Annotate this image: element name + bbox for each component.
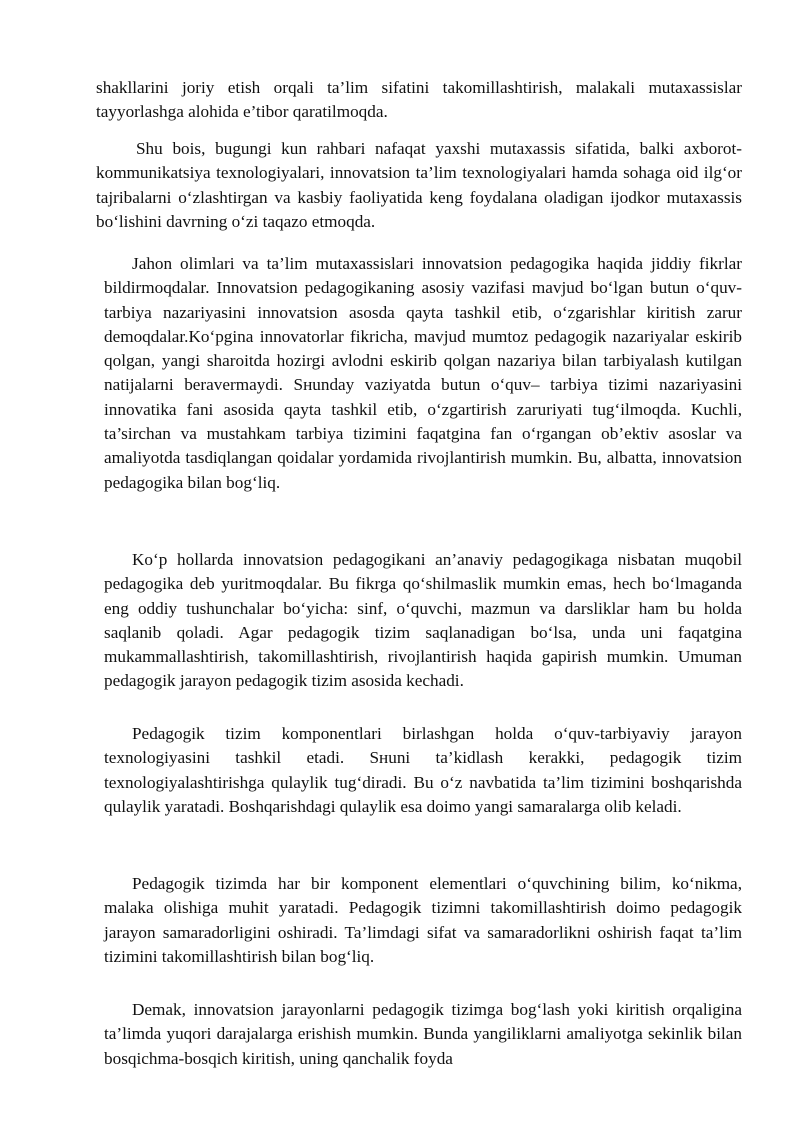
paragraph-1: shakllarini joriy etish orqali ta’lim sifatini takomillashtirish, malakali mutaxassislar tayyorlashga alohida e’tibor qaratilmoqda.	[96, 78, 742, 122]
paragraph-6: Pedagogik tizimda har bir komponent elementlari o‘quvchining bilim, ko‘nikma, malaka olishiga muhit yaratadi. Pedagogik tizimni takomillashtirish doimo pedagogik jarayon samaradorligini oshiradi. Ta’limdagi sifat va samaradorlikni oshirish faqat ta’lim tizimini takomillashtirish bilan bog‘liq.	[104, 874, 742, 966]
paragraph-7: Demak, innovatsion jarayonlarni pedagogik tizimga bog‘lash yoki kiritish orqaligina ta’limda yuqori darajalarga erishish mumkin. Bunda yangiliklarni amaliyotga sekinlik bilan bosqichma-bosqich kiritish, uning qanchalik foyda	[104, 1000, 742, 1068]
paragraph-2: Shu bois, bugungi kun rahbari nafaqat yaxshi mutaxassis sifatida, balki axborot-kommunikatsiya texnologiyalari, innovatsion ta’lim texnologiyalari hamda sohaga oid ilg‘or tajribalarni o‘zlashtirgan va kasbiy faoliyatida keng foydalana oladigan ijodkor mutaxassis bo‘lishini davrning o‘zi taqazo etmoqda.	[96, 139, 742, 231]
paragraph-5: Pedagogik tizim komponentlari birlashgan holda o‘quv-tarbiyaviy jarayon texnologiyasini tashkil etadi. Sнuni ta’kidlash kerakki, pedagogik tizim texnologiyalashtirishga qulaylik tug‘diradi. Bu o‘z navbatida ta’lim tizimini boshqarishda qulaylik yaratadi. Boshqarishdagi qulaylik esa doimo yangi samaralarga olib keladi.	[104, 724, 742, 816]
paragraph-4: Ko‘p hollarda innovatsion pedagogikani an’anaviy pedagogikaga nisbatan muqobil pedagogika deb yuritmoqdalar. Bu fikrga qo‘shilmaslik mumkin emas, hech bo‘lmaganda eng oddiy tushunchalar bo‘yicha: sinf, o‘quvchi, mazmun va darsliklar ham bu holda saqlanib qoladi. Agar pedagogik tizim saqlanadigan bo‘lsa, unda uni faqatgina mukammallashtirish, takomillashtirish, rivojlantirish haqida gapirish mumkin. Umuman pedagogik jarayon pedagogik tizim asosida kechadi.	[104, 550, 742, 691]
paragraph-3: Jahon olimlari va ta’lim mutaxassislari innovatsion pedagogika haqida jiddiy fikrlar bildirmoqdalar. Innovatsion pedagogikaning asosiy vazifasi mavjud bo‘lgan butun o‘quv-tarbiya nazariyasini innovatsion asosda qayta tashkil etib, o‘zgarishlar kiritish zarur demoqdalar.Ko‘pgina innovatorlar fikricha, mavjud mumtoz pedagogik nazariyalar eskirib qolgan, yangi sharoitda hozirgi avlodni eskirib qolgan nazariya bilan tarbiyalash kutilgan natijalarni beravermaydi. Sнunday vaziyatda butun o‘quv– tarbiya tizimi nazariyasini innovatika fani asosida qayta tashkil etib, o‘zgartirish zaruriyati tug‘ilmoqda. Kuchli, ta’sirchan va mustahkam tarbiya tizimini faqatgina fan o‘rgangan ob’ektiv asoslar va amaliyotda tasdiqlangan qoidalar yordamida rivojlantirish mumkin. Bu, albatta, innovatsion pedagogika bilan bog‘liq.	[104, 254, 742, 492]
